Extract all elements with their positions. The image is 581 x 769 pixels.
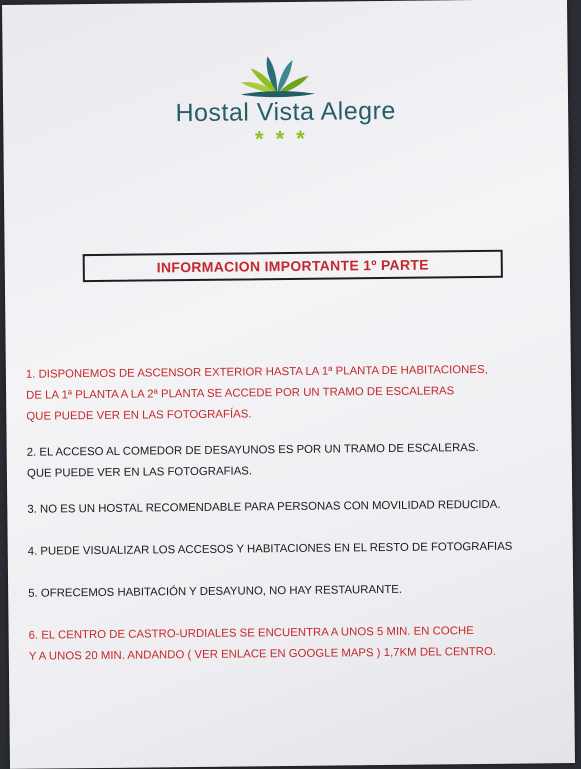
notice-item-6 [29, 620, 559, 668]
brand-name: Hostal Vista Alegre [175, 96, 396, 128]
notice-item-2 [27, 437, 557, 485]
rating-stars: *** [254, 125, 317, 152]
item-line: QUE PUEDE VER EN LAS FOTOGRAFÍAS. [26, 408, 252, 423]
item-line: 2. EL ACCESO AL COMEDOR DE DESAYUNOS ES POR UN TRAMO DE ESCALERAS. [26, 442, 479, 459]
item-line: QUE PUEDE VER EN LAS FOTOGRAFIAS. [26, 465, 253, 480]
item-line: Y A UNOS 20 MIN. ANDANDO ( VER ENLACE EN GOOGLE MAPS ) 1,7KM DEL CENTRO. [28, 645, 497, 663]
item-line: 1. DISPONEMOS DE ASCENSOR EXTERIOR HASTA LA 1ª PLANTA DE HABITACIONES, [25, 363, 488, 381]
item-line: 6. EL CENTRO DE CASTRO-URDIALES SE ENCUENTRA A UNOS 5 MIN. EN COCHE [28, 625, 474, 642]
notice-item-1 [26, 359, 557, 428]
notice-title: INFORMACION IMPORTANTE 1º PARTE [156, 256, 429, 276]
item-line: 3. NO ES UN HOSTAL RECOMENDABLE PARA PERSONAS CON MOVILIDAD REDUCIDA. [27, 498, 501, 516]
leaf-fan-logo-icon [235, 54, 319, 101]
item-line: DE LA 1ª PLANTA A LA 2ª PLANTA SE ACCEDE POR UN TRAMO DE ESCALERAS [26, 385, 455, 402]
item-line: 5. OFRECEMOS HABITACIÓN Y DESAYUNO, NO HAY RESTAURANTE. [28, 583, 403, 600]
notice-title-box [83, 250, 503, 282]
notice-sheet [2, 0, 575, 769]
notice-items [26, 359, 559, 668]
item-line: 4. PUEDE VISUALIZAR LOS ACCESOS Y HABITACIONES EN EL RESTO DE FOTOGRAFIAS [27, 540, 513, 558]
